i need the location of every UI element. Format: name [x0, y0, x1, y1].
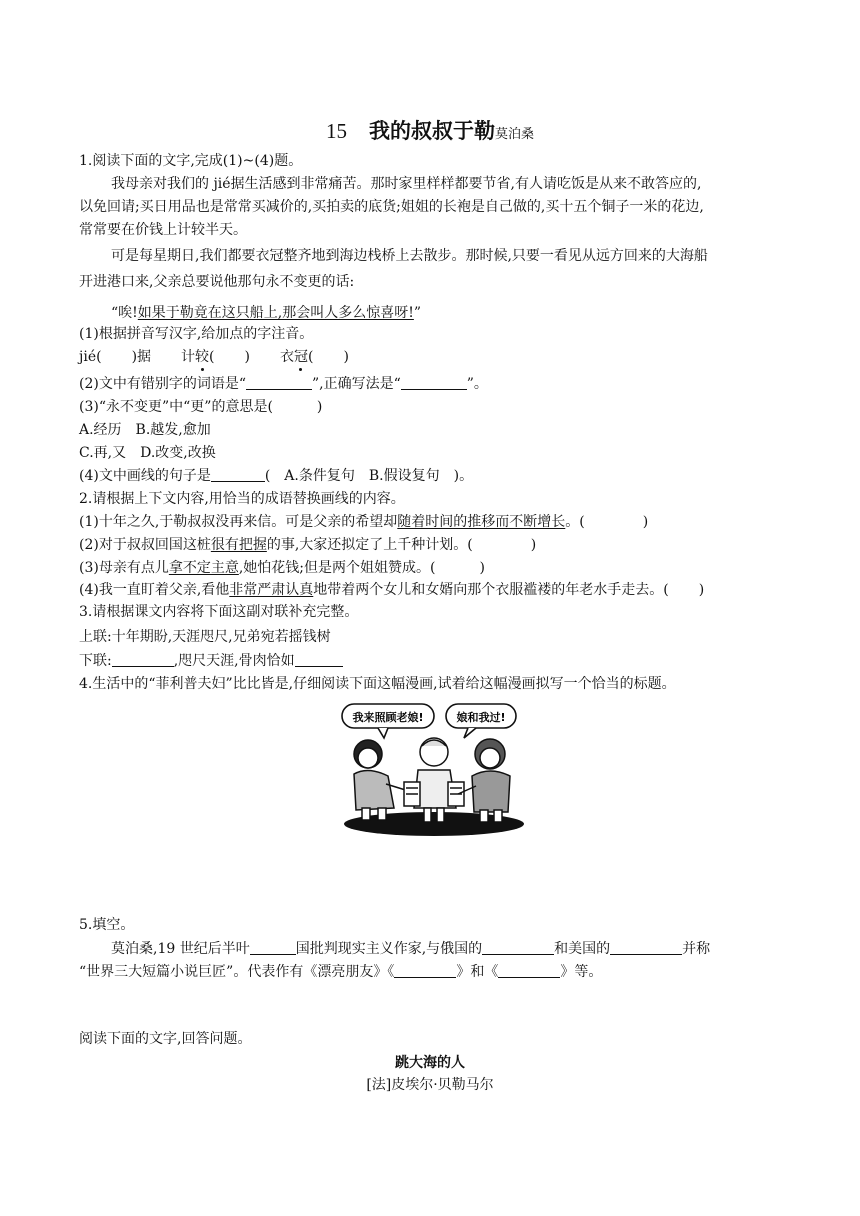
q3-lower-couplet	[79, 651, 343, 671]
q2-item4-paren: 地带着两个女儿和女婿向那个衣服褴褛的年老水手走去。(	[313, 582, 669, 598]
lesson-name: 我的叔叔于勒	[368, 119, 495, 143]
q2-item3-paren: ,她怕花钱;但是两个姐姐赞成。(	[238, 560, 436, 576]
sub1-c-paren: (	[307, 349, 314, 365]
sub4-prefix: (4)文中画线的句子是	[79, 468, 211, 484]
q2-item2-paren: 的事,大家还拟定了上千种计划。(	[266, 537, 473, 553]
q2-item1	[79, 512, 648, 532]
q5-blank-work1[interactable]	[394, 963, 456, 978]
q2-item3-prefix: (3)母亲有点儿	[79, 560, 169, 576]
bubble-right-text: 娘和我过!	[456, 711, 506, 724]
sub1-b-dotted-char: 较	[195, 349, 210, 365]
sub2-end: ”。	[466, 376, 488, 392]
q3-stem: 3.请根据课文内容将下面这副对联补充完整。	[79, 604, 359, 620]
sub4-blank[interactable]	[211, 467, 265, 482]
cartoon-image	[338, 700, 528, 838]
lesson-number: 15	[325, 119, 347, 143]
sub1-c-close: )	[343, 349, 349, 365]
speech-bubble-right	[446, 704, 516, 738]
q2-item1-close: )	[642, 514, 649, 530]
sub3-close: )	[316, 399, 323, 415]
passage-p2-line1: 可是每星期日,我们都要衣冠整齐地到海边栈桥上去散步。那时候,只要一看见从远方回来的大海船	[111, 248, 708, 264]
q5-line2-c: 》等。	[560, 964, 603, 980]
q4-stem: 4.生活中的“菲利普夫妇”比比皆是,仔细阅读下面这幅漫画,试着给这幅漫画拟写一个恰当的标题。	[79, 676, 676, 692]
q2-item4-prefix: (4)我一直盯着父亲,看他	[79, 582, 230, 598]
q2-item4-close: )	[698, 582, 705, 598]
q5-line1-c: 和美国的	[554, 941, 611, 957]
q2-item1-prefix: (1)十年之久,于勒叔叔没再来信。可是父亲的希望却	[79, 514, 398, 530]
q2-item3-underlined: 拿不定主意	[168, 560, 239, 576]
q2-stem: 2.请根据上下文内容,用恰当的成语替换画线的内容。	[79, 491, 405, 507]
q5-line1-d: 并称	[682, 941, 711, 957]
q3-lower-blank1[interactable]	[112, 652, 174, 667]
q2-item2-prefix: (2)对于叔叔回国这桩	[79, 537, 211, 553]
q1-sub3	[79, 397, 322, 417]
right-figure	[458, 739, 510, 822]
quote-underlined-sentence: 如果于勒竟在这只船上,那会叫人多么惊喜呀!	[137, 305, 414, 321]
middle-elder-figure	[404, 738, 464, 822]
lesson-author: 莫泊桑	[494, 127, 534, 142]
passage-p1-line3: 常常要在价钱上计较半天。	[79, 222, 247, 238]
sub3-options-ab: A.经历 B.越发,愈加	[79, 422, 211, 438]
lesson-title	[0, 115, 860, 145]
q5-blank-work2[interactable]	[498, 963, 560, 978]
q3-lower-blank2[interactable]	[295, 652, 343, 667]
sub1-a-label: jié(	[79, 349, 102, 365]
q3-upper-couplet: 上联:十年期盼,天涯咫尺,兄弟宛若摇钱树	[79, 629, 331, 645]
q2-item2-close: )	[530, 537, 537, 553]
passage-p1-line1: 我母亲对我们的 jié据生活感到非常痛苦。那时家里样样都要节省,有人请吃饭是从来不敢答应的,	[111, 176, 702, 192]
q1-sub4	[79, 466, 473, 486]
q5-blank-russian-author[interactable]	[482, 940, 554, 955]
q1-sub1-stem: (1)根据拼音写汉字,给加点的字注音。	[79, 326, 314, 342]
passage-p2-line2: 开进港口来,父亲总要说他那句永不变更的话:	[79, 274, 355, 290]
q2-item3-close: )	[479, 560, 485, 576]
q2-item1-underlined: 随着时间的推移而不断增长	[397, 514, 566, 530]
q5-line2	[79, 962, 602, 982]
quote-close: ”	[413, 305, 422, 321]
sub4-options: ( A.条件复句 B.假设复句 )。	[264, 468, 474, 484]
reading-author: [法]皮埃尔·贝勒马尔	[366, 1077, 494, 1093]
q2-item4-underlined: 非常严肃认真	[229, 582, 314, 598]
q5-blank-country[interactable]	[250, 940, 296, 955]
reading-title: 跳大海的人	[395, 1055, 465, 1071]
q5-line2-b: 》和《	[456, 964, 499, 980]
bubble-left-text: 我来照顾老娘!	[352, 711, 424, 724]
q2-item2-underlined: 很有把握	[210, 537, 267, 553]
speech-bubble-left	[342, 704, 434, 738]
reading-stem: 阅读下面的文字,回答问题。	[79, 1031, 252, 1047]
q3-lower-prefix: 下联:	[79, 653, 112, 669]
sub1-b-prefix: 计	[181, 349, 196, 365]
q2-item4	[79, 580, 704, 600]
sub1-a-rest: )据	[131, 349, 152, 365]
q2-item1-paren: 。(	[565, 514, 585, 530]
q1-sub2	[79, 374, 488, 394]
q1-stem: 1.阅读下面的文字,完成(1)~(4)题。	[79, 153, 303, 169]
sub1-c-prefix: 衣	[279, 349, 294, 365]
q5-blank-american-author[interactable]	[610, 940, 682, 955]
q2-item2	[79, 535, 536, 555]
q5-stem: 5.填空。	[79, 917, 135, 933]
sub1-b-close: )	[244, 349, 250, 365]
sub3-stem: (3)“永不变更”中“更”的意思是(	[79, 399, 273, 415]
sub1-b-paren: (	[209, 349, 215, 365]
passage-p1-line2: 以免回请;买日用品也是常常买减价的,买拍卖的底货;姐姐的长袍是自己做的,买十五个铜子一米的花边,	[79, 199, 704, 215]
q2-item3	[79, 558, 485, 578]
q5-line1-b: 国批判现实主义作家,与俄国的	[295, 941, 483, 957]
q5-line1	[111, 939, 710, 959]
sub2-prefix: (2)文中有错别字的词语是“	[79, 376, 246, 392]
q1-sub1-items	[79, 347, 349, 367]
sub2-middle: ”,正确写法是“	[312, 376, 401, 392]
sub2-blank-wrong[interactable]	[246, 375, 312, 390]
sub3-options-cd: C.再,又 D.改变,改换	[79, 445, 216, 461]
q5-line2-a: “世界三大短篇小说巨匠”。代表作有《漂亮朋友》《	[79, 964, 395, 980]
q3-lower-middle: ,咫尺天涯,骨肉恰如	[173, 653, 295, 669]
passage-quote	[111, 303, 421, 323]
sub1-c-dotted-char: 冠	[293, 349, 308, 365]
q5-line1-a: 莫泊桑,19 世纪后半叶	[111, 941, 250, 957]
left-figure	[354, 740, 412, 820]
sub2-blank-correct[interactable]	[401, 375, 467, 390]
quote-open: “唉!	[111, 305, 138, 321]
